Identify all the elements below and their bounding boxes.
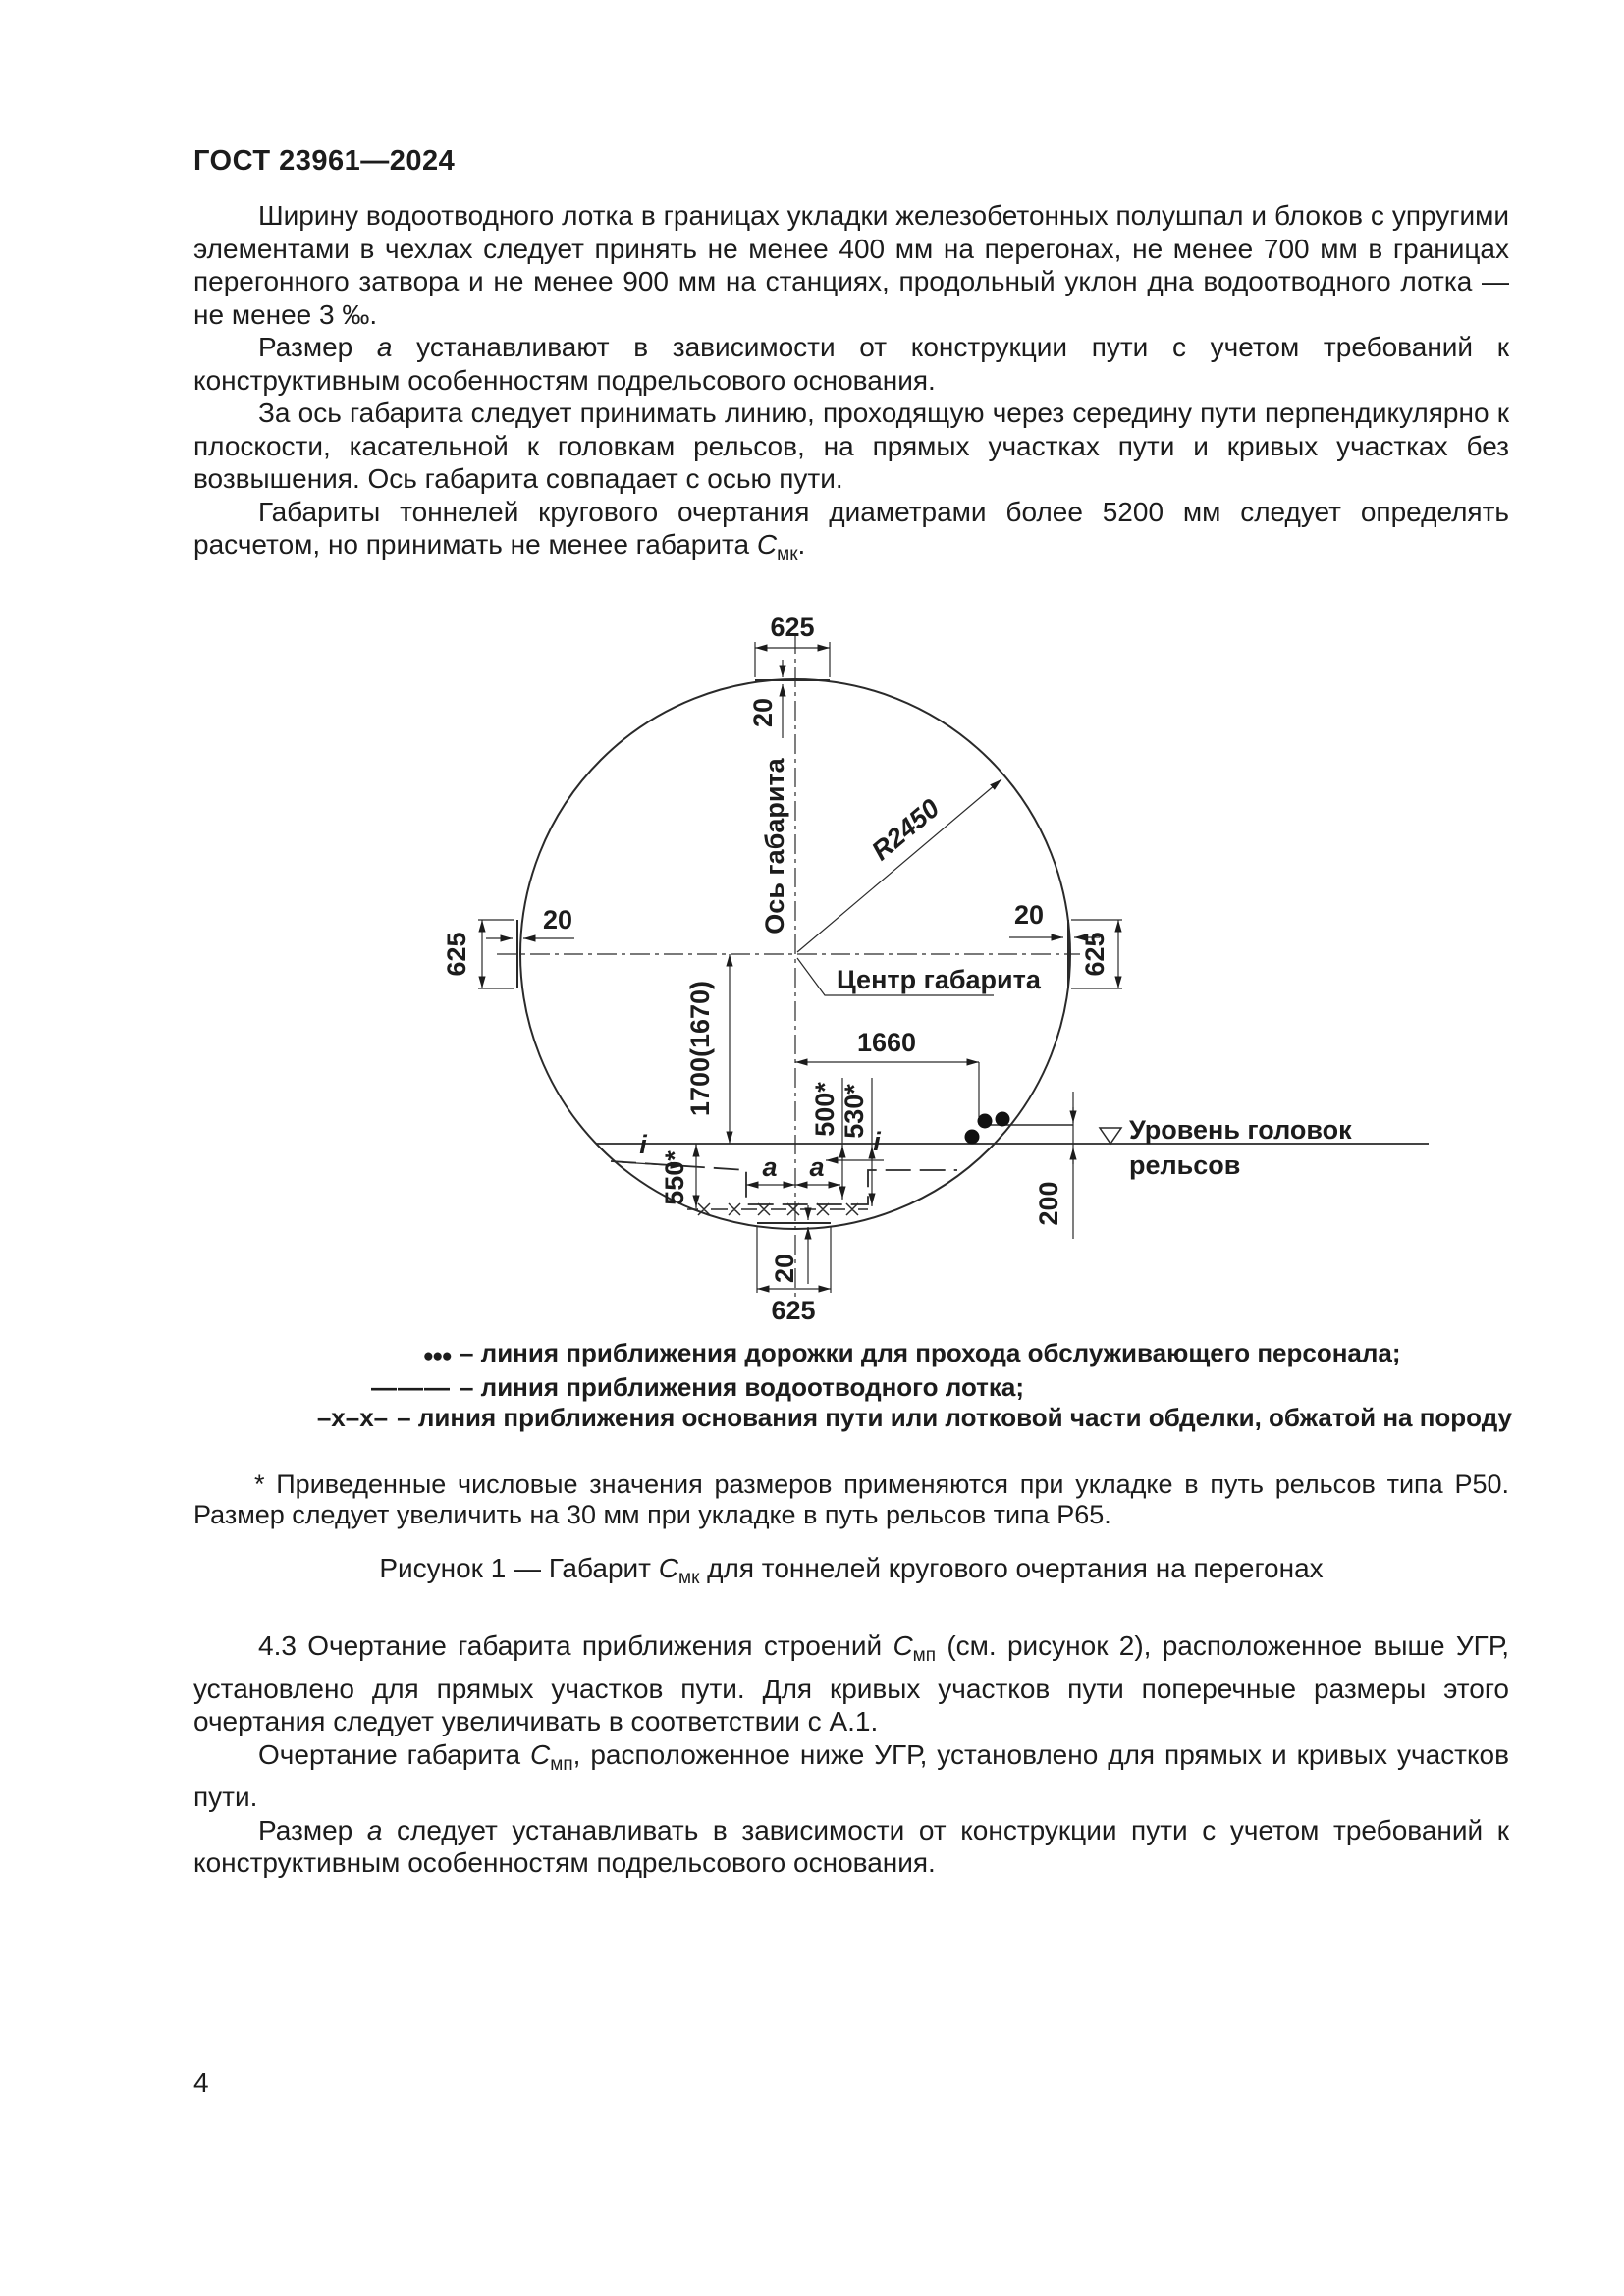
paragraph — [193, 1629, 1509, 1738]
paragraph-text: . — [797, 529, 806, 560]
level-triangle-icon — [1100, 1128, 1121, 1144]
figure-caption — [193, 1553, 1509, 1589]
gauge-symbol-subscript: мп — [912, 1645, 937, 1666]
paragraph-text: Габариты тоннелей кругового очертания диаметрами более 5200 мм следует определять расчетом, но принимать не менее габарита — [193, 496, 1509, 560]
dim-text-200: 200 — [1034, 1181, 1063, 1226]
paragraph-text: Размер — [258, 332, 377, 362]
paragraph — [193, 397, 1509, 496]
paragraph-text: (см. рисунок 2), расположенное выше УГР, установлено для прямых участков пути. Для кривых участков пути поперечные размеры этого очертания следует увеличивать в соответствии с А.1. — [193, 1630, 1509, 1736]
slope-label-right: i — [873, 1127, 881, 1156]
variable-a: а — [366, 1814, 383, 1845]
paragraph — [193, 496, 1509, 571]
dim-text-right-625: 625 — [1080, 932, 1110, 977]
section-4-3 — [193, 1629, 1509, 1880]
slope-label-left: i — [639, 1130, 647, 1159]
radius-arrow — [797, 779, 1001, 952]
paragraph-text: , расположенное ниже УГР, установлено для прямых и кривых участков пути. — [193, 1738, 1509, 1812]
drainage-line-symbol: ——— — [371, 1371, 451, 1402]
axis-label: Ось габарита — [760, 758, 789, 934]
radius-label: R2450 — [866, 793, 946, 867]
legend-item-drainage — [193, 1372, 1512, 1404]
gauge-symbol-subscript: мп — [550, 1753, 573, 1775]
dim-text-left-625: 625 — [442, 932, 471, 977]
paragraph-text: 4.3 Очертание габарита приближения строений — [258, 1630, 893, 1661]
dim-text-bottom-20: 20 — [770, 1253, 799, 1284]
gauge-symbol-subscript: мк — [777, 544, 798, 564]
gauge-symbol-subscript: мк — [678, 1568, 700, 1588]
legend-item-walkway — [193, 1338, 1512, 1372]
figure-1-gauge-diagram — [0, 597, 1624, 1325]
rail-level-label-line2: рельсов — [1129, 1150, 1241, 1180]
dim-text-right-20: 20 — [1013, 900, 1045, 930]
paragraph-text: Размер — [258, 1814, 367, 1845]
rail-level-label-line1: Уровень головок — [1129, 1115, 1352, 1145]
walkway-dot — [965, 1130, 980, 1145]
variable-a: а — [376, 332, 393, 362]
walkway-dot — [996, 1112, 1010, 1127]
gauge-symbol: С — [658, 1553, 679, 1583]
dim-text-1700: 1700(1670) — [685, 980, 715, 1117]
caption-text: Рисунок 1 — Габарит — [379, 1553, 659, 1583]
caption-text: для тоннелей кругового очертания на перегонах — [699, 1553, 1324, 1583]
track-base-line-symbol: –х–х– — [316, 1403, 389, 1432]
dim-text-bottom-625: 625 — [771, 1296, 816, 1325]
legend-label: – линия приближения дорожки для прохода обслуживающего персонала; — [460, 1338, 1401, 1367]
center-label: Центр габарита — [837, 965, 1041, 994]
paragraph — [193, 199, 1509, 331]
document-code: ГОСТ 23961—2024 — [193, 145, 456, 177]
dim-text-top-20: 20 — [748, 697, 778, 728]
gauge-symbol: С — [893, 1630, 913, 1661]
footnote-text: * Приведенные числовые значения размеров применяются при укладке в путь рельсов типа Р50. Размер следует увеличить на 30 мм при укладке в путь рельсов типа Р65. — [193, 1469, 1509, 1529]
intro-text — [193, 199, 1509, 571]
paragraph — [193, 331, 1509, 397]
walkway-line-symbol: ●●● — [422, 1346, 451, 1366]
legend-item-track-base — [193, 1403, 1512, 1434]
paragraph-text: За ось габарита следует принимать линию, проходящую через середину пути перпендикулярно к плоскости, касательной к головкам рельсов, на прямых участках пути и кривых участках без возвышения. Ось габарита совпадает с осью пути. — [193, 398, 1509, 494]
paragraph-text: Очертание габарита — [258, 1738, 531, 1770]
dim-text-530: 530* — [839, 1084, 869, 1139]
figure-footnote — [193, 1469, 1509, 1530]
dim-text-1660: 1660 — [856, 1028, 917, 1057]
paragraph-text: следует устанавливать в зависимости от конструкции пути с учетом требований к конструктивным особенностям подрельсового основания. — [193, 1814, 1510, 1878]
legend-label: – линия приближения водоотводного лотка; — [460, 1371, 1025, 1402]
dim-text-left-20: 20 — [542, 905, 573, 934]
tray-a-label-right: a — [809, 1152, 825, 1182]
dim-text-500: 500* — [810, 1082, 839, 1137]
paragraph-text: Ширину водоотводного лотка в границах укладки железобетонных полушпал и блоков с упругими элементами в чехлах следует принять не менее 400 мм на перегонах, не менее 700 мм в границах перегонного затвора и не менее 900 мм на станциях, продольный уклон дна водоотводного лотка — не менее 3 ‰. — [193, 200, 1509, 330]
walkway-dot — [978, 1114, 993, 1129]
paragraph — [193, 1814, 1509, 1880]
legend-label: – линия приближения основания пути или лотковой части обделки, обжатой на породу — [397, 1403, 1512, 1432]
paragraph — [193, 1738, 1509, 1814]
dim-text-top-625: 625 — [770, 613, 815, 642]
tray-a-label-left: a — [762, 1152, 778, 1182]
dim-text-550: 550* — [660, 1150, 689, 1205]
page-number: 4 — [193, 2067, 209, 2098]
gauge-symbol: С — [756, 529, 778, 560]
gauge-symbol: С — [530, 1738, 551, 1770]
paragraph-text: устанавливают в зависимости от конструкции пути с учетом требований к конструктивным особенностям подрельсового основания. — [193, 332, 1509, 396]
figure-legend — [193, 1338, 1512, 1434]
